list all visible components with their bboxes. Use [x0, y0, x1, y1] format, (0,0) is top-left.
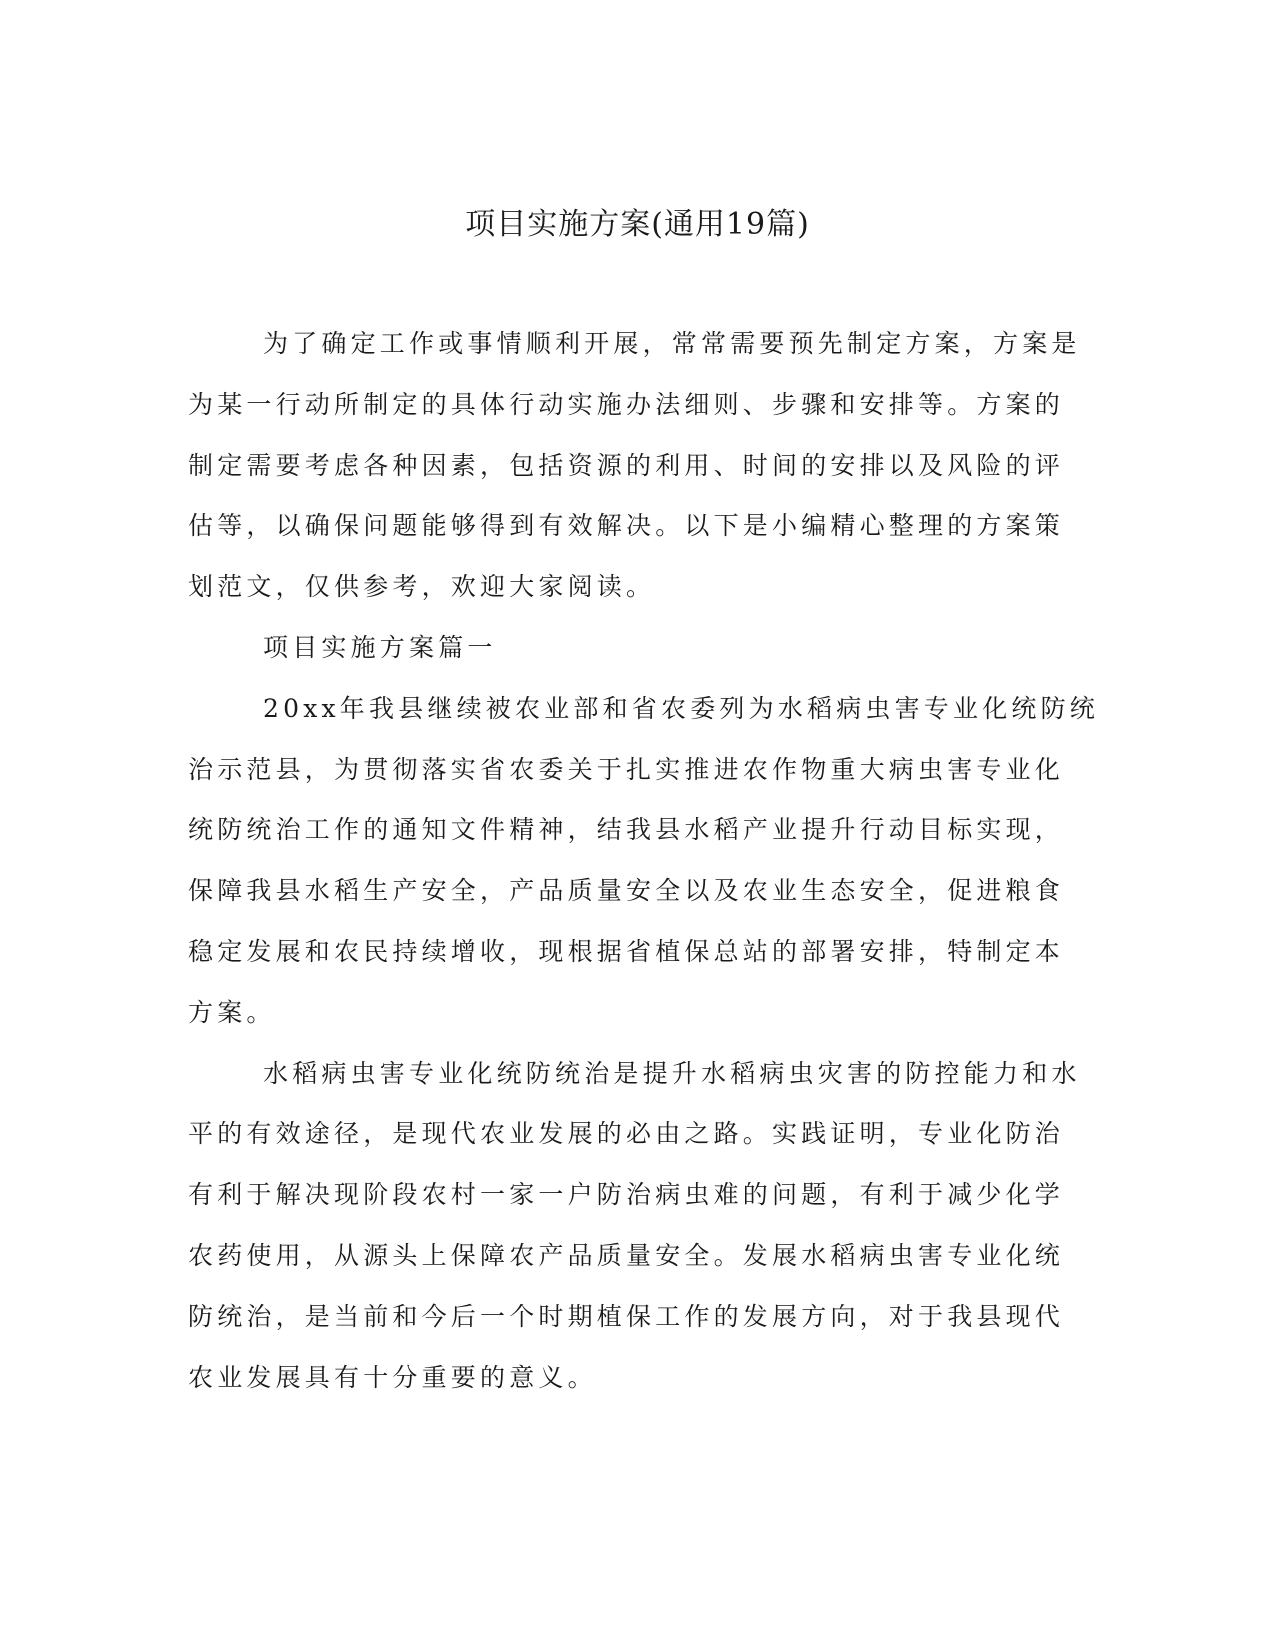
- text-line: 保障我县水稻生产安全，产品质量安全以及农业生态安全，促进粮食: [188, 876, 1065, 906]
- text-line: 统防统治工作的通知文件精神，结我县水稻产业提升行动目标实现，: [188, 815, 1065, 845]
- text-line: 20xx年我县继续被农业部和省农委列为水稻病虫害专业化统防统: [263, 693, 1100, 723]
- page-title: 项目实施方案(通用19篇): [465, 207, 810, 242]
- text-line: 水稻病虫害专业化统防统治是提升水稻病虫灾害的防控能力和水: [263, 1058, 1081, 1088]
- text-line: 稳定发展和农民持续增收，现根据省植保总站的部署安排，特制定本: [188, 936, 1065, 966]
- text-line: 划范文，仅供参考，欢迎大家阅读。: [188, 572, 656, 602]
- text-line: 农业发展具有十分重要的意义。: [188, 1362, 597, 1392]
- text-line: 制定需要考虑各种因素，包括资源的利用、时间的安排以及风险的评: [188, 450, 1065, 480]
- text-line: 为了确定工作或事情顺利开展，常常需要预先制定方案，方案是: [263, 329, 1081, 358]
- section-heading: 项目实施方案篇一: [263, 632, 497, 662]
- text-line: 方案。: [188, 997, 276, 1027]
- text-line: 估等，以确保问题能够得到有效解决。以下是小编精心整理的方案策: [188, 511, 1065, 541]
- text-line: 平的有效途径，是现代农业发展的必由之路。实践证明，专业化防治: [188, 1119, 1065, 1149]
- text-line: 农药使用，从源头上保障农产品质量安全。发展水稻病虫害专业化统: [188, 1240, 1065, 1270]
- text-line: 为某一行动所制定的具体行动实施办法细则、步骤和安排等。方案的: [188, 389, 1065, 419]
- document-body: [188, 322, 1100, 1416]
- text-line: 治示范县，为贯彻落实省农委关于扎实推进农作物重大病虫害专业化: [188, 754, 1065, 784]
- text-line: 有利于解决现阶段农村一家一户防治病虫难的问题，有利于减少化学: [188, 1180, 1065, 1210]
- text-line: 防统治，是当前和今后一个时期植保工作的发展方向，对于我县现代: [188, 1301, 1065, 1331]
